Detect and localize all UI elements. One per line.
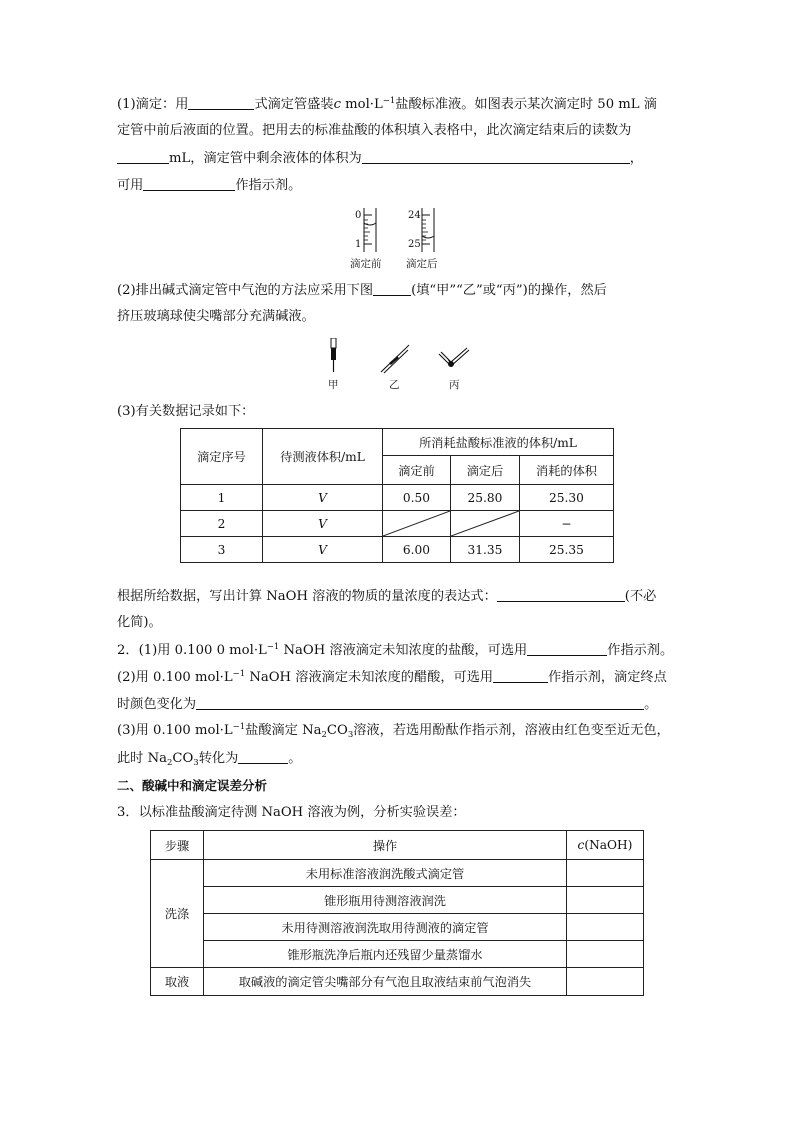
burette-after-icon (420, 208, 438, 252)
p2-line1: 2．(1)用 0.100 0 $mol\cdot L^{-1}$ NaOH 溶液滴定未知浓度的盐酸，可选用 作指示剂。 (117, 642, 674, 658)
answer-cell-c[interactable] (567, 887, 644, 914)
cell-after-crossed (451, 511, 520, 537)
formula-line2: 化简)。 (117, 615, 162, 630)
step-take-label: 取液 (151, 968, 204, 996)
th-used: 消耗的体积 (520, 456, 614, 485)
cell-after: 25.80 (451, 485, 520, 511)
step-wash-label: 洗涤 (151, 860, 204, 968)
section-title: 二、酸碱中和滴定误差分析 (117, 778, 268, 793)
answer-cell-c[interactable] (567, 914, 644, 941)
burette-before-icon (362, 208, 380, 252)
answer-blank-color-change[interactable] (196, 695, 644, 710)
answer-blank-product[interactable] (238, 749, 288, 764)
burette-after-caption: 滴定后 (406, 258, 438, 270)
cell-used: − (520, 511, 614, 537)
th-operation: 操作 (204, 831, 567, 860)
diagonal-slash (451, 511, 519, 536)
diagonal-slash (383, 511, 450, 536)
q1-line2: 定管中前后液面的位置。把用去的标准盐酸的体积填入表格中，此次滴定结束后的读数为 (117, 123, 632, 138)
cell-used: 25.30 (520, 485, 614, 511)
answer-blank-indicator-1[interactable] (143, 176, 235, 191)
table-row (181, 537, 614, 563)
operation-cell: 未用待测溶液润洗取用待测液的滴定管 (204, 914, 567, 941)
cell-before: 6.00 (383, 537, 451, 563)
th-after: 滴定后 (451, 456, 520, 485)
cell-before: 0.50 (383, 485, 451, 511)
answer-blank-indicator-acetic[interactable] (493, 668, 548, 683)
q1-line4: 可用 作指示剂。 (117, 178, 302, 193)
operation-cell: 锥形瓶用待测溶液润洗 (204, 887, 567, 914)
answer-blank-reading[interactable] (117, 149, 169, 164)
formula-line1: 根据所给数据，写出计算 NaOH 溶液的物质的量浓度的表达式： (不必 (117, 589, 657, 604)
table-row (181, 485, 614, 511)
cell-volume: V (263, 537, 383, 563)
burette-before-top-number: 0 (355, 210, 362, 221)
operation-cell: 取碱液的滴定管尖嘴部分有气泡且取液结束前气泡消失 (204, 968, 567, 996)
cell-seq: 2 (181, 511, 263, 537)
th-step: 步骤 (151, 831, 204, 860)
p2-line3: 时颜色变化为 。 (117, 697, 658, 712)
burette-before-bottom-number: 1 (355, 239, 362, 250)
th-before: 滴定前 (383, 456, 451, 485)
th-consumed-volume: 所消耗盐酸标准液的体积/mL (383, 429, 614, 456)
answer-cell-c[interactable] (567, 968, 644, 996)
burette-after-top-number: 24 (408, 210, 421, 221)
tube-bing-icon (437, 346, 471, 374)
q2-line1: (2)排出碱式滴定管中气泡的方法应采用下图 (填“甲”“乙”或“丙”)的操作，然后 (117, 283, 607, 298)
tube-yi-icon (378, 344, 410, 374)
q3-intro: (3)有关数据记录如下： (117, 404, 255, 419)
table-row (151, 941, 644, 968)
answer-blank-operation[interactable] (373, 281, 411, 296)
answer-cell-c[interactable] (567, 860, 644, 887)
answer-blank-formula[interactable] (497, 587, 625, 602)
cell-volume: V (263, 485, 383, 511)
table-row (151, 887, 644, 914)
answer-cell-c[interactable] (567, 941, 644, 968)
tube-yi-label: 乙 (389, 379, 400, 391)
tube-bing-label: 丙 (449, 379, 460, 391)
tube-jia-label: 甲 (328, 379, 339, 391)
p2-line2: (2)用 0.100 $mol\cdot L^{-1}$ NaOH 溶液滴定未知浓度的醋酸，可选用 作指示剂，滴定终点 (117, 669, 667, 685)
q3b-intro: 3．以标准盐酸滴定待测 NaOH 溶液为例，分析实验误差： (117, 805, 466, 820)
th-sequence: 滴定序号 (181, 429, 263, 485)
q1-line3: mL，滴定管中剩余液体的体积为 ， (117, 149, 643, 168)
cell-seq: 3 (181, 537, 263, 563)
table-row (181, 511, 614, 537)
cell-used: 25.35 (520, 537, 614, 563)
cell-volume: V (263, 511, 383, 537)
cell-seq: 1 (181, 485, 263, 511)
p2-line4: (3)用 0.100 $mol\cdot L^{-1}$盐酸滴定 $Na_2CO_3$溶液，若选用酚酞作指示剂，溶液由红色变至近无色， (117, 722, 670, 740)
q2-line2: 挤压玻璃球使尖嘴部分充满碱液。 (117, 309, 315, 324)
cell-after: 31.35 (451, 537, 520, 563)
titration-data-table (180, 428, 614, 563)
th-c-naoh: c(NaOH) (567, 831, 644, 860)
error-analysis-table (150, 830, 644, 996)
burette-after-bottom-number: 25 (408, 239, 421, 250)
table-row (151, 968, 644, 996)
operation-cell: 锥形瓶洗净后瓶内还残留少量蒸馏水 (204, 941, 567, 968)
th-sample-volume: 待测液体积/mL (263, 429, 383, 485)
burette-before-caption: 滴定前 (350, 258, 382, 270)
answer-blank-indicator-hcl[interactable] (527, 641, 607, 656)
q1-line1: (1)滴定：用 式滴定管盛装c $mol\cdot L^{-1}$盐酸标准液。如图表示某次滴定时 50 mL 滴 (117, 96, 657, 112)
answer-blank-burette-type[interactable] (188, 95, 254, 110)
cell-before-crossed (383, 511, 451, 537)
tube-jia-icon (326, 338, 342, 374)
answer-blank-remaining-volume[interactable] (362, 149, 630, 164)
p2-line5: 此时 $Na_2CO_3$转化为 。 (117, 751, 302, 768)
table-row (151, 914, 644, 941)
operation-cell: 未用标准溶液润洗酸式滴定管 (204, 860, 567, 887)
table-row (151, 860, 644, 887)
